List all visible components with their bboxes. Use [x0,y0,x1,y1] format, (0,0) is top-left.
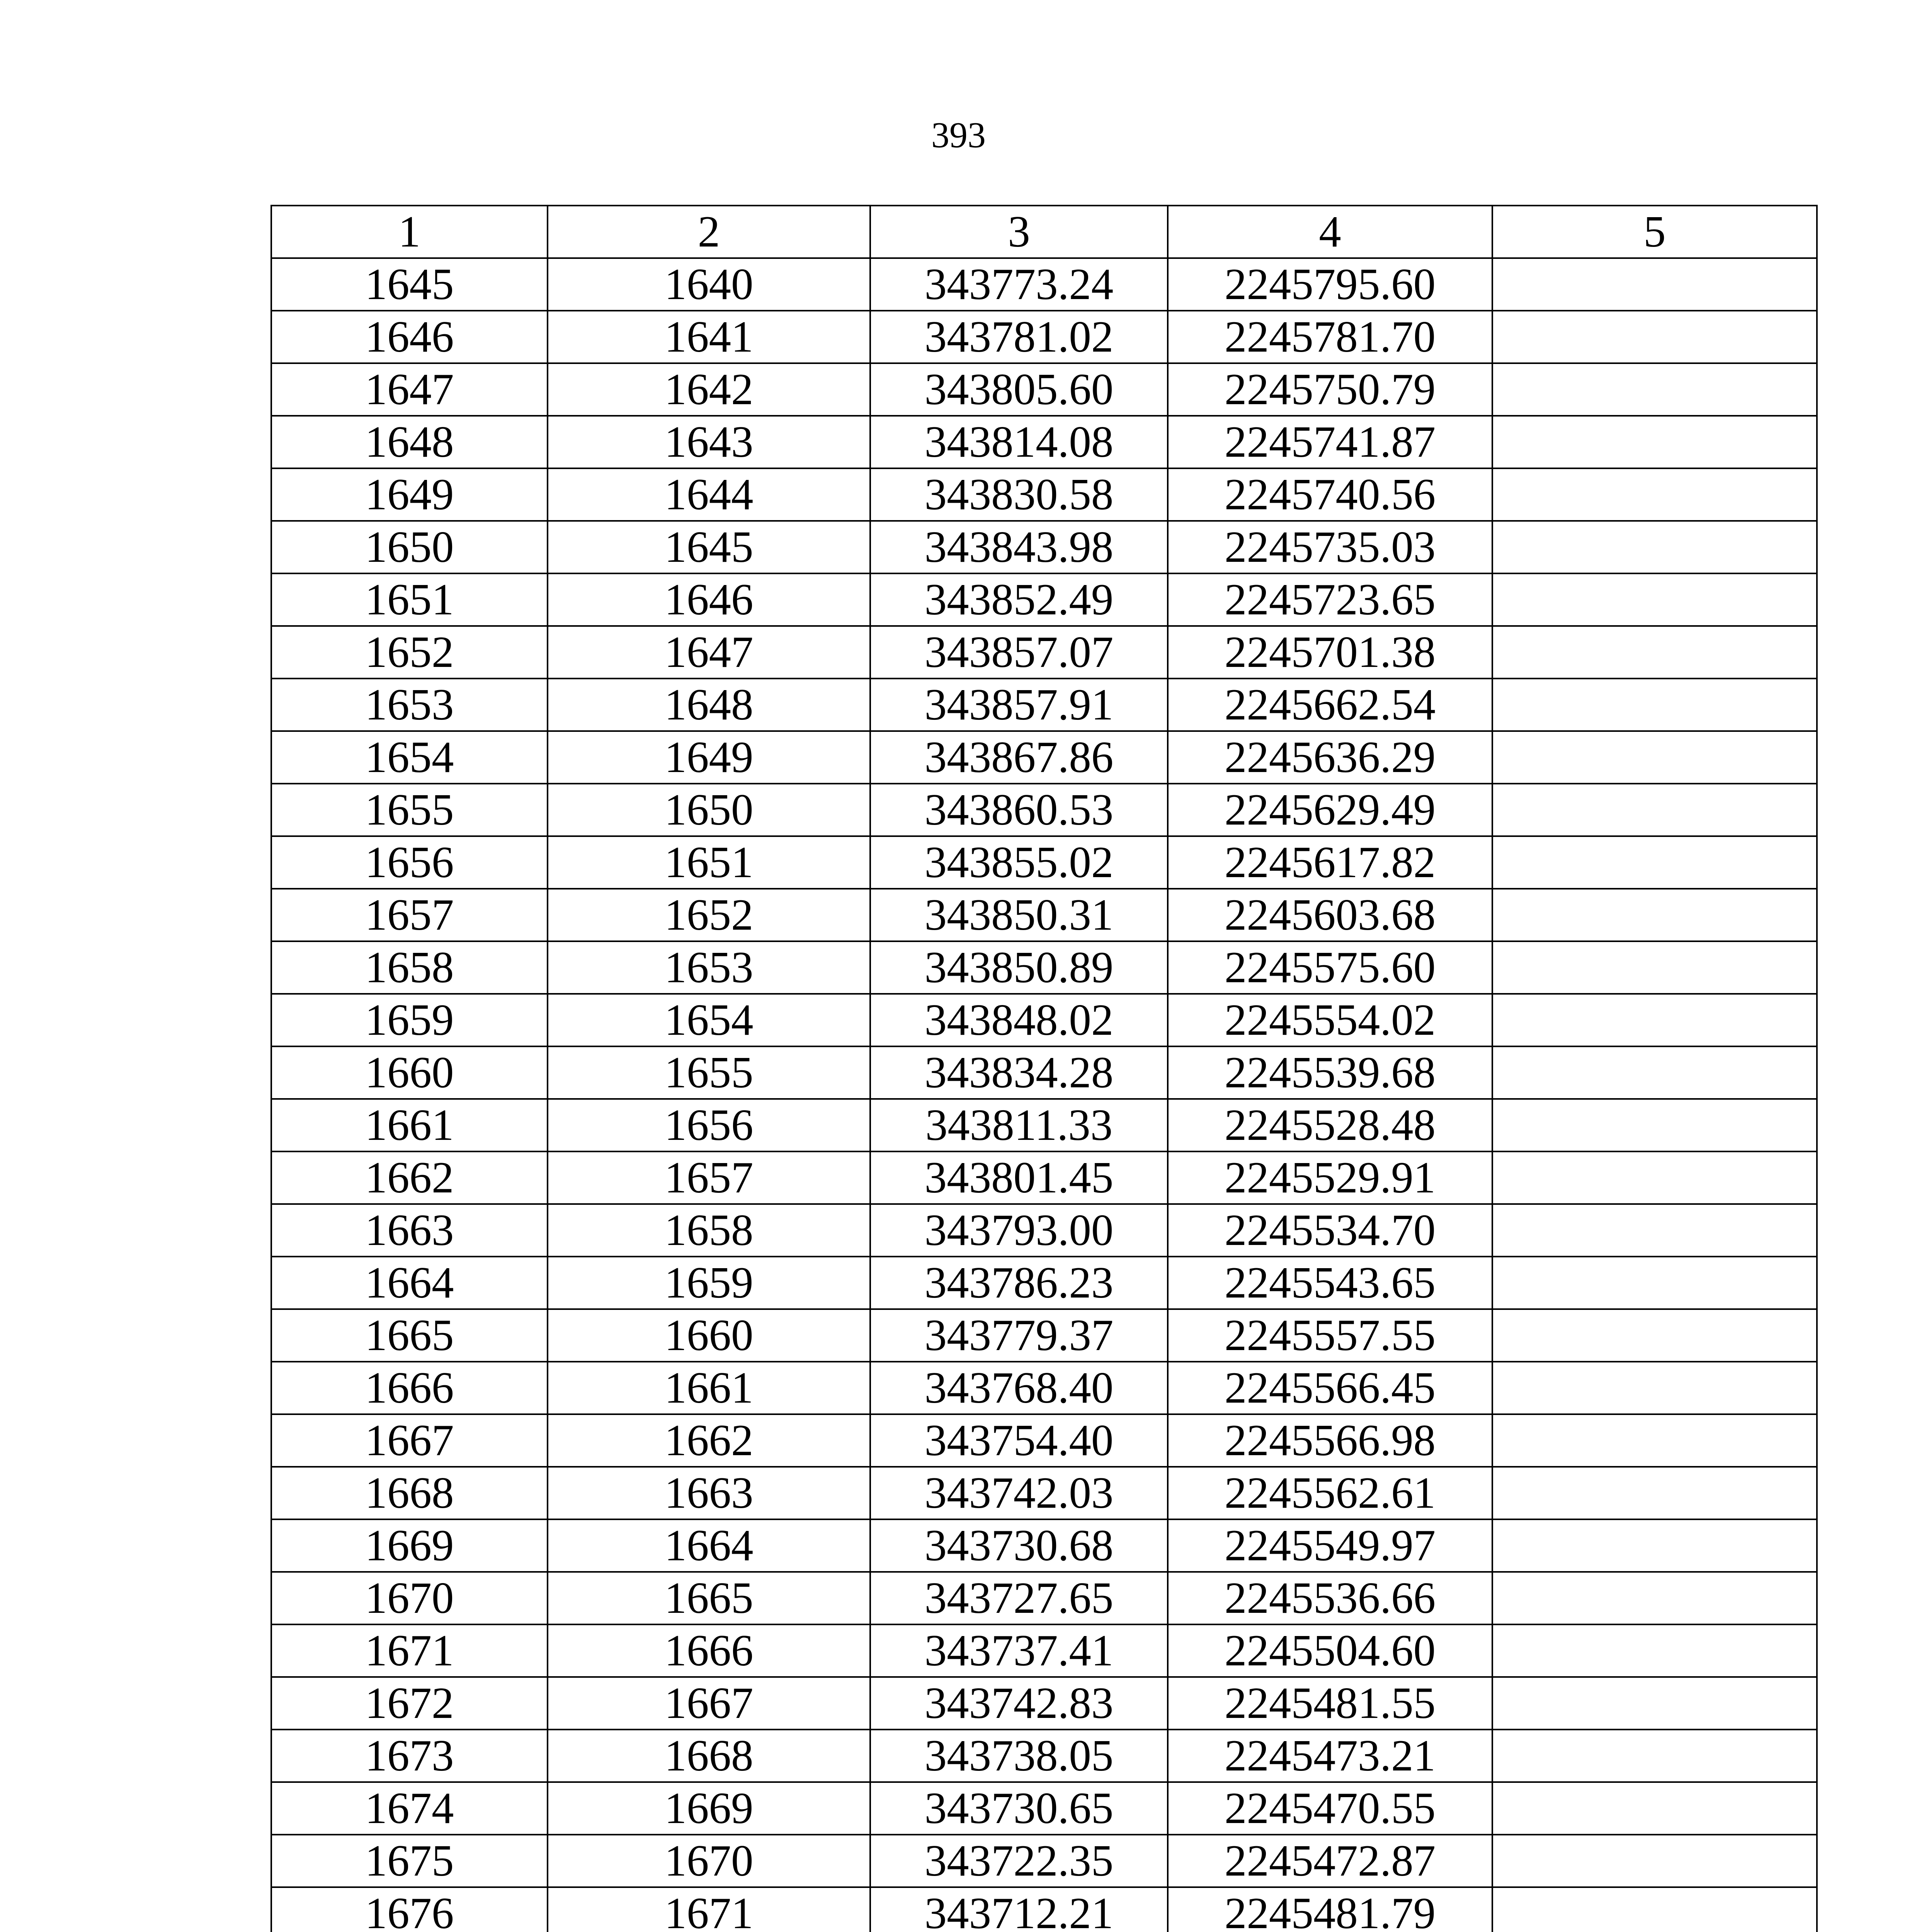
table-cell-col-5 [1492,1519,1817,1572]
table-cell-col-2: 1669 [548,1782,870,1835]
table-cell-col-2: 1651 [548,836,870,889]
table-cell-col-3: 343737.41 [870,1624,1168,1677]
table-cell-col-2: 1660 [548,1309,870,1362]
table-row [271,468,1817,521]
table-row [271,573,1817,626]
table-cell-col-5 [1492,1151,1817,1204]
table-cell-col-1: 1664 [271,1257,548,1309]
table-cell-col-4: 2245795.60 [1168,258,1492,311]
table-cell-col-3: 343727.65 [870,1572,1168,1624]
table-cell-col-2: 1648 [548,679,870,731]
table-cell-col-2: 1640 [548,258,870,311]
table-cell-col-1: 1649 [271,468,548,521]
table-cell-col-5 [1492,521,1817,573]
page-number: 393 [931,115,986,155]
table-cell-col-2: 1653 [548,941,870,994]
table-row [271,1835,1817,1887]
table-row [271,1046,1817,1099]
table-cell-col-5 [1492,941,1817,994]
table-cell-col-3: 343742.83 [870,1677,1168,1730]
table-cell-col-4: 2245636.29 [1168,731,1492,784]
coordinates-table [270,205,1818,1932]
table-cell-col-1: 1666 [271,1362,548,1414]
table-cell-col-1: 1671 [271,1624,548,1677]
header-cell-4: 4 [1168,206,1492,258]
header-cell-5: 5 [1492,206,1817,258]
table-row [271,1467,1817,1519]
table-cell-col-3: 343742.03 [870,1467,1168,1519]
table-cell-col-3: 343738.05 [870,1730,1168,1782]
table-cell-col-4: 2245534.70 [1168,1204,1492,1257]
table-cell-col-5 [1492,1204,1817,1257]
table-cell-col-4: 2245554.02 [1168,994,1492,1046]
table-cell-col-3: 343811.33 [870,1099,1168,1151]
table-cell-col-2: 1649 [548,731,870,784]
table-cell-col-5 [1492,1099,1817,1151]
table-cell-col-3: 343843.98 [870,521,1168,573]
table-cell-col-2: 1670 [548,1835,870,1887]
table-cell-col-3: 343730.68 [870,1519,1168,1572]
table-cell-col-5 [1492,784,1817,836]
table-cell-col-3: 343860.53 [870,784,1168,836]
table-cell-col-2: 1668 [548,1730,870,1782]
table-row [271,1204,1817,1257]
table-cell-col-1: 1676 [271,1887,548,1932]
table-cell-col-4: 2245557.55 [1168,1309,1492,1362]
table-row [271,1519,1817,1572]
table-cell-col-4: 2245566.45 [1168,1362,1492,1414]
table-row [271,1624,1817,1677]
table-cell-col-1: 1661 [271,1099,548,1151]
table-cell-col-2: 1661 [548,1362,870,1414]
table-cell-col-3: 343781.02 [870,311,1168,363]
table-cell-col-2: 1655 [548,1046,870,1099]
table-cell-col-4: 2245781.70 [1168,311,1492,363]
table-cell-col-1: 1670 [271,1572,548,1624]
table-cell-col-4: 2245617.82 [1168,836,1492,889]
table-row [271,1099,1817,1151]
table-row [271,731,1817,784]
table-cell-col-5 [1492,1257,1817,1309]
table-cell-col-3: 343712.21 [870,1887,1168,1932]
header-cell-2: 2 [548,206,870,258]
table-cell-col-1: 1646 [271,311,548,363]
table-row [271,521,1817,573]
table-cell-col-2: 1663 [548,1467,870,1519]
table-cell-col-4: 2245481.79 [1168,1887,1492,1932]
table-cell-col-3: 343834.28 [870,1046,1168,1099]
table-cell-col-4: 2245740.56 [1168,468,1492,521]
table-cell-col-5 [1492,1046,1817,1099]
table-row [271,836,1817,889]
table-cell-col-5 [1492,626,1817,679]
table-cell-col-3: 343857.91 [870,679,1168,731]
table-row [271,1257,1817,1309]
table-cell-col-3: 343855.02 [870,836,1168,889]
table-cell-col-3: 343857.07 [870,626,1168,679]
table-cell-col-5 [1492,1467,1817,1519]
table-cell-col-1: 1665 [271,1309,548,1362]
table-row [271,679,1817,731]
table-cell-col-4: 2245481.55 [1168,1677,1492,1730]
table-cell-col-5 [1492,994,1817,1046]
table-row [271,311,1817,363]
table-row [271,1887,1817,1932]
table-cell-col-5 [1492,1572,1817,1624]
table-row [271,363,1817,416]
table-cell-col-4: 2245504.60 [1168,1624,1492,1677]
table-cell-col-1: 1669 [271,1519,548,1572]
table-cell-col-4: 2245549.97 [1168,1519,1492,1572]
table-cell-col-4: 2245701.38 [1168,626,1492,679]
table-cell-col-2: 1671 [548,1887,870,1932]
table-cell-col-4: 2245662.54 [1168,679,1492,731]
table-cell-col-1: 1663 [271,1204,548,1257]
table-row [271,1572,1817,1624]
table-cell-col-1: 1667 [271,1414,548,1467]
table-cell-col-5 [1492,731,1817,784]
table-row [271,416,1817,468]
table-cell-col-5 [1492,258,1817,311]
table-cell-col-2: 1658 [548,1204,870,1257]
table-cell-col-3: 343722.35 [870,1835,1168,1887]
table-cell-col-5 [1492,1362,1817,1414]
table-cell-col-3: 343850.89 [870,941,1168,994]
table-cell-col-4: 2245473.21 [1168,1730,1492,1782]
table-row [271,1730,1817,1782]
table-row [271,1309,1817,1362]
table-cell-col-1: 1653 [271,679,548,731]
header-cell-1: 1 [271,206,548,258]
table-row [271,1151,1817,1204]
table-cell-col-4: 2245536.66 [1168,1572,1492,1624]
table-cell-col-1: 1658 [271,941,548,994]
table-cell-col-3: 343773.24 [870,258,1168,311]
table-cell-col-5 [1492,573,1817,626]
table-row [271,1414,1817,1467]
table-cell-col-1: 1647 [271,363,548,416]
table-row [271,1782,1817,1835]
table-cell-col-1: 1662 [271,1151,548,1204]
table-cell-col-1: 1652 [271,626,548,679]
table-cell-col-2: 1643 [548,416,870,468]
table-cell-col-3: 343830.58 [870,468,1168,521]
table-cell-col-1: 1659 [271,994,548,1046]
table-cell-col-1: 1651 [271,573,548,626]
table-cell-col-4: 2245562.61 [1168,1467,1492,1519]
table-cell-col-5 [1492,1887,1817,1932]
table-cell-col-3: 343850.31 [870,889,1168,941]
table-cell-col-1: 1657 [271,889,548,941]
table-cell-col-4: 2245629.49 [1168,784,1492,836]
table-cell-col-4: 2245750.79 [1168,363,1492,416]
table-cell-col-1: 1668 [271,1467,548,1519]
table-cell-col-5 [1492,1782,1817,1835]
table-cell-col-4: 2245575.60 [1168,941,1492,994]
table-cell-col-4: 2245735.03 [1168,521,1492,573]
table-cell-col-2: 1650 [548,784,870,836]
table-cell-col-3: 343730.65 [870,1782,1168,1835]
table-row [271,889,1817,941]
table-cell-col-2: 1644 [548,468,870,521]
table-cell-col-2: 1656 [548,1099,870,1151]
table-cell-col-5 [1492,1624,1817,1677]
table-row [271,1677,1817,1730]
table-cell-col-4: 2245603.68 [1168,889,1492,941]
table-cell-col-2: 1662 [548,1414,870,1467]
header-cell-3: 3 [870,206,1168,258]
table-cell-col-2: 1657 [548,1151,870,1204]
table-row [271,626,1817,679]
table-cell-col-5 [1492,1835,1817,1887]
table-cell-col-2: 1664 [548,1519,870,1572]
table-cell-col-3: 343779.37 [870,1309,1168,1362]
table-cell-col-5 [1492,836,1817,889]
table-cell-col-2: 1667 [548,1677,870,1730]
table-cell-col-5 [1492,416,1817,468]
table-cell-col-2: 1642 [548,363,870,416]
table-cell-col-5 [1492,363,1817,416]
table-row [271,784,1817,836]
table-cell-col-1: 1675 [271,1835,548,1887]
table-cell-col-2: 1641 [548,311,870,363]
table-cell-col-5 [1492,311,1817,363]
table-cell-col-1: 1655 [271,784,548,836]
table-cell-col-5 [1492,1730,1817,1782]
table-cell-col-2: 1652 [548,889,870,941]
table-cell-col-1: 1672 [271,1677,548,1730]
table-cell-col-3: 343754.40 [870,1414,1168,1467]
table-cell-col-2: 1665 [548,1572,870,1624]
table-cell-col-3: 343786.23 [870,1257,1168,1309]
table-cell-col-3: 343805.60 [870,363,1168,416]
table-cell-col-2: 1647 [548,626,870,679]
table-cell-col-4: 2245723.65 [1168,573,1492,626]
table-cell-col-3: 343814.08 [870,416,1168,468]
table-cell-col-5 [1492,889,1817,941]
table-cell-col-3: 343848.02 [870,994,1168,1046]
table-cell-col-2: 1646 [548,573,870,626]
table-cell-col-4: 2245470.55 [1168,1782,1492,1835]
table-cell-col-1: 1654 [271,731,548,784]
table-cell-col-3: 343867.86 [870,731,1168,784]
table-cell-col-4: 2245472.87 [1168,1835,1492,1887]
table-cell-col-5 [1492,679,1817,731]
table-row [271,258,1817,311]
table-row [271,1362,1817,1414]
table-cell-col-3: 343801.45 [870,1151,1168,1204]
table-cell-col-4: 2245566.98 [1168,1414,1492,1467]
table-cell-col-4: 2245529.91 [1168,1151,1492,1204]
table-cell-col-3: 343793.00 [870,1204,1168,1257]
table-cell-col-4: 2245543.65 [1168,1257,1492,1309]
table-row [271,941,1817,994]
table-cell-col-1: 1648 [271,416,548,468]
table-cell-col-3: 343768.40 [870,1362,1168,1414]
table-cell-col-4: 2245528.48 [1168,1099,1492,1151]
table-cell-col-4: 2245539.68 [1168,1046,1492,1099]
table-cell-col-5 [1492,1677,1817,1730]
table-cell-col-1: 1660 [271,1046,548,1099]
table-cell-col-1: 1645 [271,258,548,311]
header-row [271,206,1817,258]
table-cell-col-5 [1492,1309,1817,1362]
table-cell-col-5 [1492,1414,1817,1467]
table-cell-col-2: 1666 [548,1624,870,1677]
table-body [271,206,1817,1932]
table-cell-col-4: 2245741.87 [1168,416,1492,468]
table-cell-col-3: 343852.49 [870,573,1168,626]
table-cell-col-1: 1656 [271,836,548,889]
table-cell-col-1: 1650 [271,521,548,573]
table-cell-col-1: 1674 [271,1782,548,1835]
table-cell-col-2: 1659 [548,1257,870,1309]
table-cell-col-2: 1645 [548,521,870,573]
table-cell-col-1: 1673 [271,1730,548,1782]
table-cell-col-2: 1654 [548,994,870,1046]
table-cell-col-5 [1492,468,1817,521]
table-row [271,994,1817,1046]
